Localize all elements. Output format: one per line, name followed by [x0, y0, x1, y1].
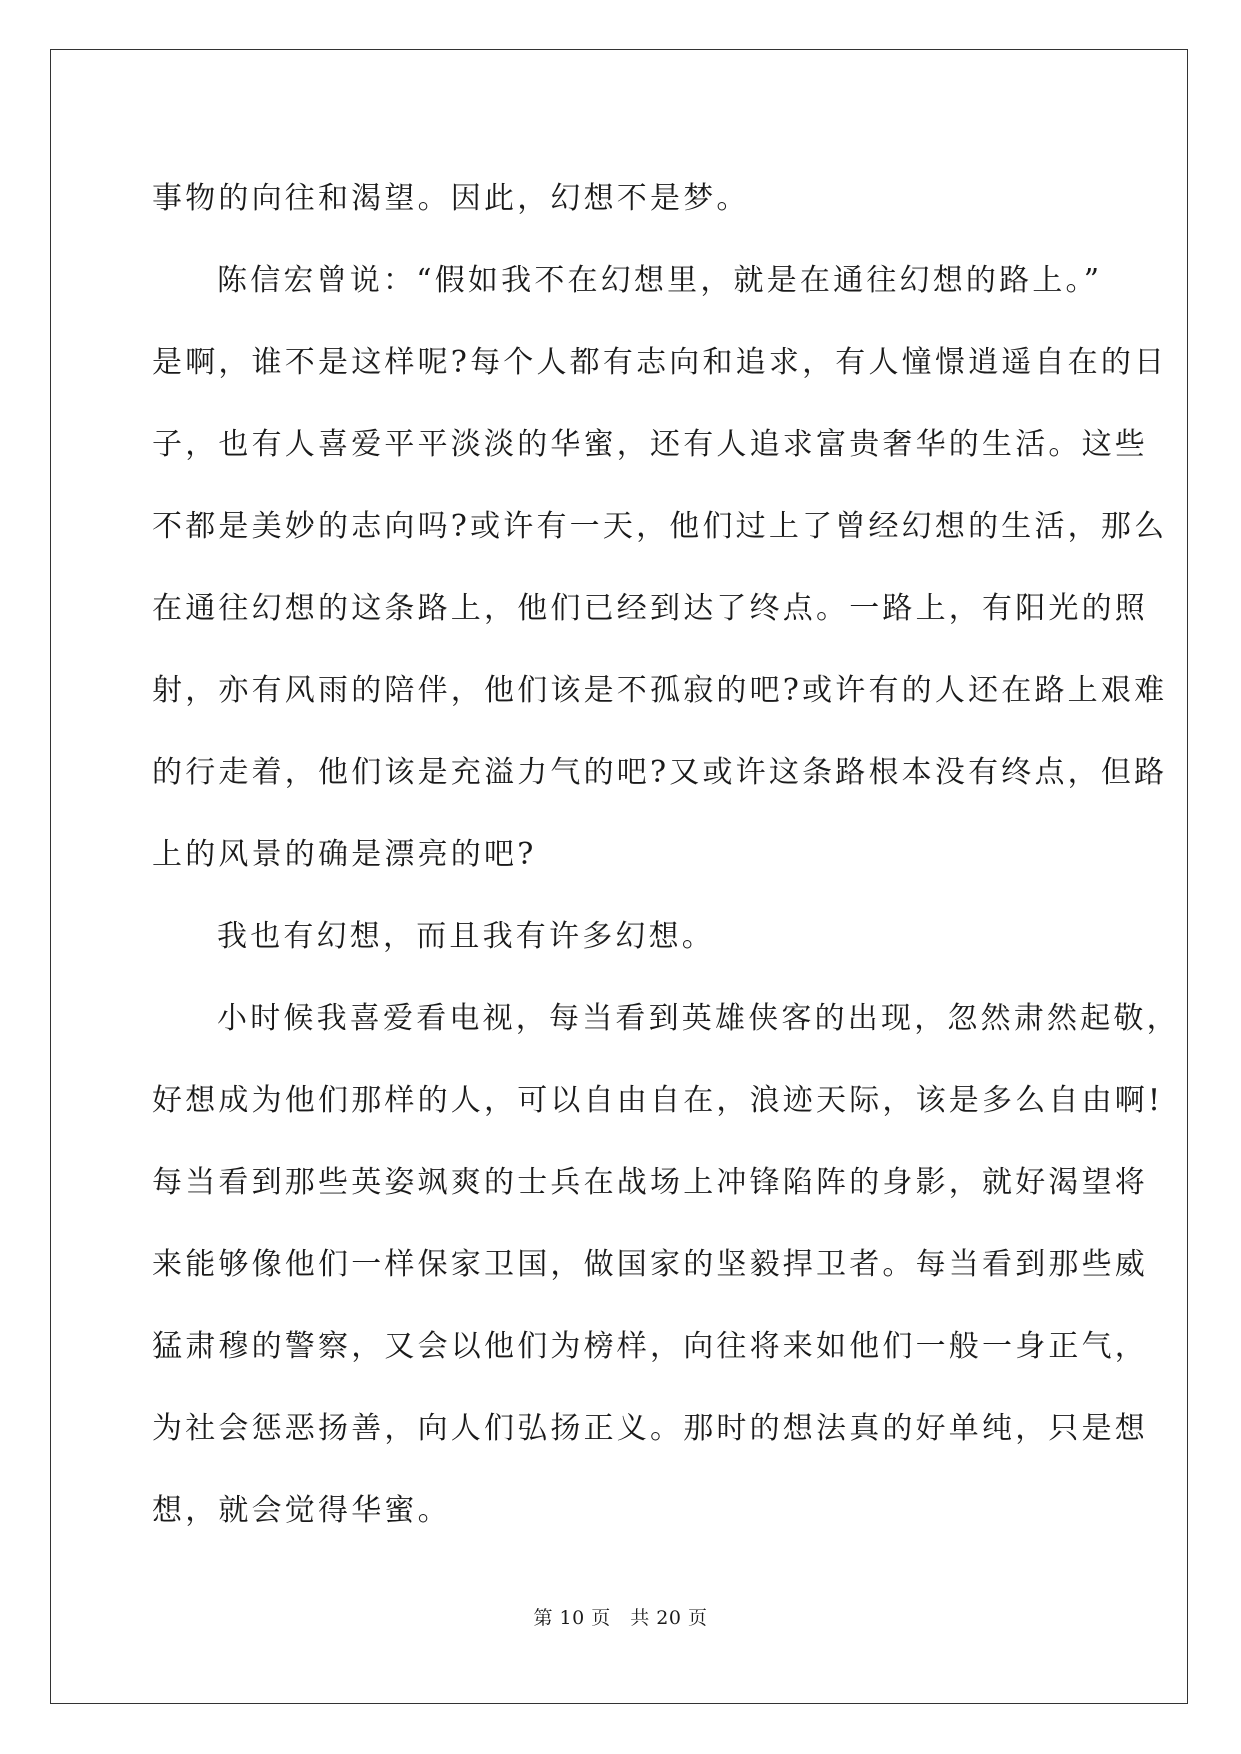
text-line: 在通往幻想的这条路上，他们已经到达了终点。一路上，有阳光的照 [152, 591, 1148, 626]
text-line: 为社会惩恶扬善，向人们弘扬正义。那时的想法真的好单纯，只是想 [152, 1411, 1148, 1446]
text-line: 小时候我喜爱看电视，每当看到英雄侠客的出现，忽然肃然起敬， [217, 1001, 1180, 1036]
text-line: 想，就会觉得华蜜。 [152, 1493, 451, 1528]
text-line: 来能够像他们一样保家卫国，做国家的坚毅捍卫者。每当看到那些威 [152, 1247, 1148, 1282]
text-line: 好想成为他们那样的人，可以自由自在，浪迹天际，该是多么自由啊! [152, 1083, 1164, 1118]
text-line: 事物的向往和渴望。因此，幻想不是梦。 [152, 181, 750, 216]
text-line: 的行走着，他们该是充溢力气的吧?又或许这条路根本没有终点，但路 [152, 755, 1168, 790]
text-line: 是啊，谁不是这样呢?每个人都有志向和追求，有人憧憬逍遥自在的日 [152, 345, 1168, 380]
text-line: 上的风景的确是漂亮的吧? [152, 837, 537, 872]
text-line: 猛肃穆的警察，又会以他们为榜样，向往将来如他们一般一身正气， [152, 1329, 1148, 1364]
text-line: 射，亦有风雨的陪伴，他们该是不孤寂的吧?或许有的人还在路上艰难 [152, 673, 1168, 708]
text-line: 每当看到那些英姿飒爽的士兵在战场上冲锋陷阵的身影，就好渴望将 [152, 1165, 1148, 1200]
page-number: 第 10 页 共 20 页 [533, 1607, 708, 1629]
text-line: 我也有幻想，而且我有许多幻想。 [217, 919, 715, 954]
text-line: 陈信宏曾说：“假如我不在幻想里，就是在通往幻想的路上。” [217, 263, 1103, 298]
document-body [152, 158, 1180, 1552]
text-line: 不都是美妙的志向吗?或许有一天，他们过上了曾经幻想的生活，那么 [152, 509, 1168, 544]
text-line: 子，也有人喜爱平平淡淡的华蜜，还有人追求富贵奢华的生活。这些 [152, 427, 1148, 462]
